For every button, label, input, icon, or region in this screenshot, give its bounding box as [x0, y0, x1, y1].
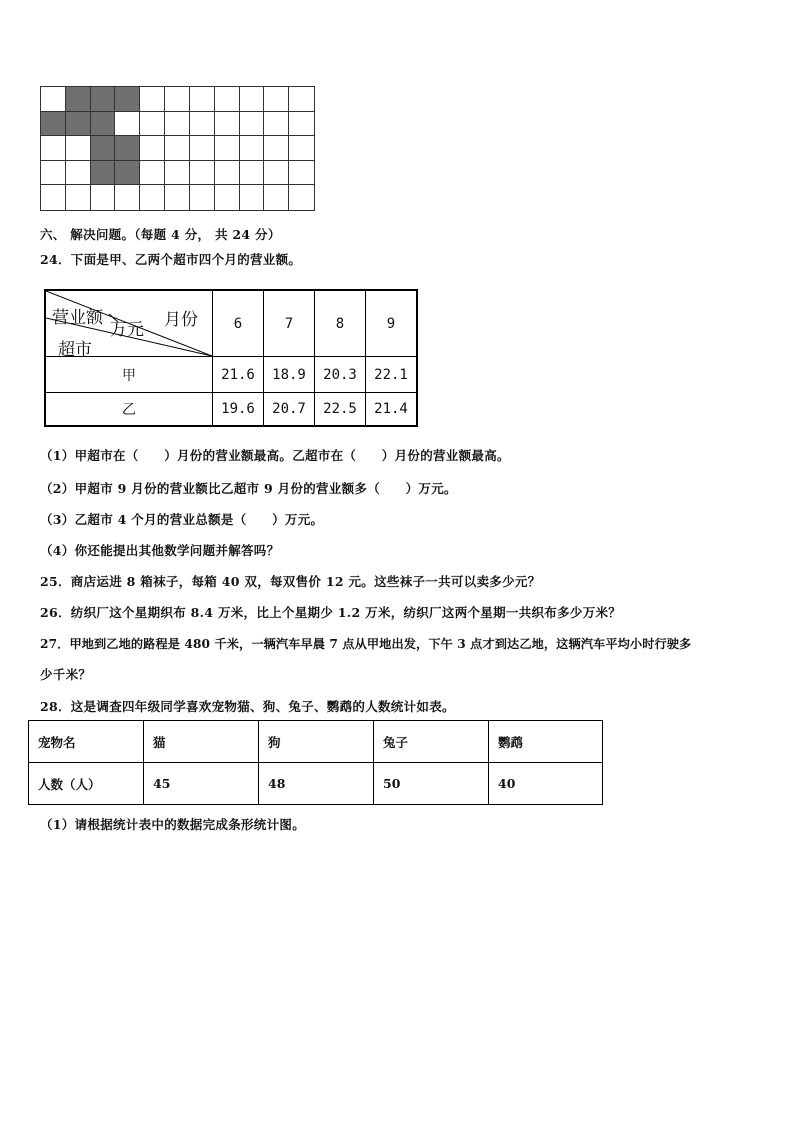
market-name: 乙	[45, 393, 213, 426]
grid-cell	[240, 161, 265, 186]
sales-value: 18.9	[264, 357, 315, 393]
grid-cell	[240, 136, 265, 161]
grid-cell	[240, 87, 265, 112]
grid-cell-filled	[91, 87, 116, 112]
grid-cell	[215, 112, 240, 137]
grid-cell	[190, 87, 215, 112]
grid-cell	[91, 185, 116, 210]
grid-cell	[41, 87, 66, 112]
grid-cell	[66, 185, 91, 210]
question-28-sub1: （1）请根据统计表中的数据完成条形统计图。	[40, 817, 305, 832]
grid-cell	[190, 136, 215, 161]
grid-cell	[289, 161, 314, 186]
sales-table	[44, 289, 418, 427]
question-28-text: 28．这是调查四年级同学喜欢宠物猫、狗、兔子、鹦鹉的人数统计如表。	[40, 699, 455, 714]
grid-cell	[140, 112, 165, 137]
grid-cell	[289, 185, 314, 210]
grid-cell-filled	[66, 87, 91, 112]
grid-cell	[264, 185, 289, 210]
grid-cell-filled	[66, 112, 91, 137]
header-unit-label: 万元	[110, 320, 144, 340]
grid-cell	[165, 87, 190, 112]
grid-cell	[115, 185, 140, 210]
table-row	[29, 721, 603, 763]
grid-cell	[165, 136, 190, 161]
grid-cell-filled	[91, 136, 116, 161]
sales-value: 21.4	[366, 393, 418, 426]
grid-cell	[190, 112, 215, 137]
pet-header-cell: 宠物名	[29, 721, 144, 763]
grid-cell	[41, 136, 66, 161]
grid-cell	[264, 161, 289, 186]
grid-cell	[140, 161, 165, 186]
grid-cell	[66, 136, 91, 161]
month-header: 6	[213, 290, 264, 357]
grid-cell	[264, 87, 289, 112]
pet-header-cell: 狗	[259, 721, 374, 763]
table-row	[45, 393, 417, 426]
sales-value: 20.7	[264, 393, 315, 426]
grid-cell	[165, 185, 190, 210]
question-25: 25．商店运进 8 箱袜子，每箱 40 双，每双售价 12 元。这些袜子一共可以卖多少元？	[40, 574, 541, 589]
grid-cell	[41, 161, 66, 186]
pet-table	[28, 720, 603, 805]
sales-value: 19.6	[213, 393, 264, 426]
grid-cell	[140, 136, 165, 161]
month-header: 7	[264, 290, 315, 357]
grid-cell-filled	[115, 161, 140, 186]
grid-cell	[264, 136, 289, 161]
grid-cell-filled	[91, 161, 116, 186]
grid-cell	[240, 185, 265, 210]
month-header: 8	[315, 290, 366, 357]
pet-count-cell: 人数（人）	[29, 763, 144, 805]
sales-value: 22.1	[366, 357, 418, 393]
question-27-line2: 少千米？	[40, 667, 92, 682]
pet-count-cell: 50	[374, 763, 489, 805]
table-row	[29, 763, 603, 805]
pet-count-cell: 40	[489, 763, 603, 805]
grid-cell	[215, 185, 240, 210]
grid-cell	[140, 185, 165, 210]
shape-grid	[40, 86, 315, 211]
header-sales-label: 营业额	[52, 308, 103, 328]
grid-cell	[215, 161, 240, 186]
grid-cell	[66, 161, 91, 186]
pet-count-cell: 48	[259, 763, 374, 805]
grid-cell-filled	[115, 87, 140, 112]
section-heading: 六、 解决问题。（每题 4 分， 共 24 分）	[40, 227, 281, 242]
grid-cell	[289, 136, 314, 161]
grid-cell-filled	[91, 112, 116, 137]
question-24-sub2: （2）甲超市 9 月份的营业额比乙超市 9 月份的营业额多（ ）万元。	[40, 481, 457, 496]
pet-header-cell: 鹦鹉	[489, 721, 603, 763]
question-24-sub4: （4）你还能提出其他数学问题并解答吗？	[40, 543, 280, 558]
grid-cell	[115, 112, 140, 137]
grid-cell	[240, 112, 265, 137]
grid-cell	[165, 112, 190, 137]
header-market-label: 超市	[58, 340, 92, 360]
grid-cell	[190, 185, 215, 210]
grid-cell	[165, 161, 190, 186]
pet-header-cell: 猫	[144, 721, 259, 763]
question-26: 26．纺织厂这个星期织布 8.4 万米，比上个星期少 1.2 万米，纺织厂这两个星期一共织布多少万米？	[40, 605, 622, 620]
pet-header-cell: 兔子	[374, 721, 489, 763]
pet-count-cell: 45	[144, 763, 259, 805]
sales-value: 20.3	[315, 357, 366, 393]
grid-cell	[190, 161, 215, 186]
grid-cell	[289, 87, 314, 112]
table-row	[45, 357, 417, 393]
sales-value: 22.5	[315, 393, 366, 426]
question-24-sub3: （3）乙超市 4 个月的营业总额是（ ）万元。	[40, 512, 324, 527]
market-name: 甲	[45, 357, 213, 393]
grid-cell	[289, 112, 314, 137]
sales-value: 21.6	[213, 357, 264, 393]
grid-cell-filled	[115, 136, 140, 161]
grid-cell	[264, 112, 289, 137]
header-month-label: 月份	[164, 310, 198, 330]
grid-cell	[215, 87, 240, 112]
grid-cell	[41, 185, 66, 210]
question-24-text: 24．下面是甲、乙两个超市四个月的营业额。	[40, 252, 302, 267]
question-27-line1: 27．甲地到乙地的路程是 480 千米，一辆汽车早晨 7 点从甲地出发，下午 3 点才到达乙地，这辆汽车平均小时行驶多	[40, 637, 692, 651]
diagonal-header-cell	[45, 290, 213, 360]
grid-cell	[140, 87, 165, 112]
grid-cell-filled	[41, 112, 66, 137]
grid-cell	[215, 136, 240, 161]
month-header: 9	[366, 290, 418, 357]
question-24-sub1: （1）甲超市在（ ）月份的营业额最高。乙超市在（ ）月份的营业额最高。	[40, 448, 510, 463]
